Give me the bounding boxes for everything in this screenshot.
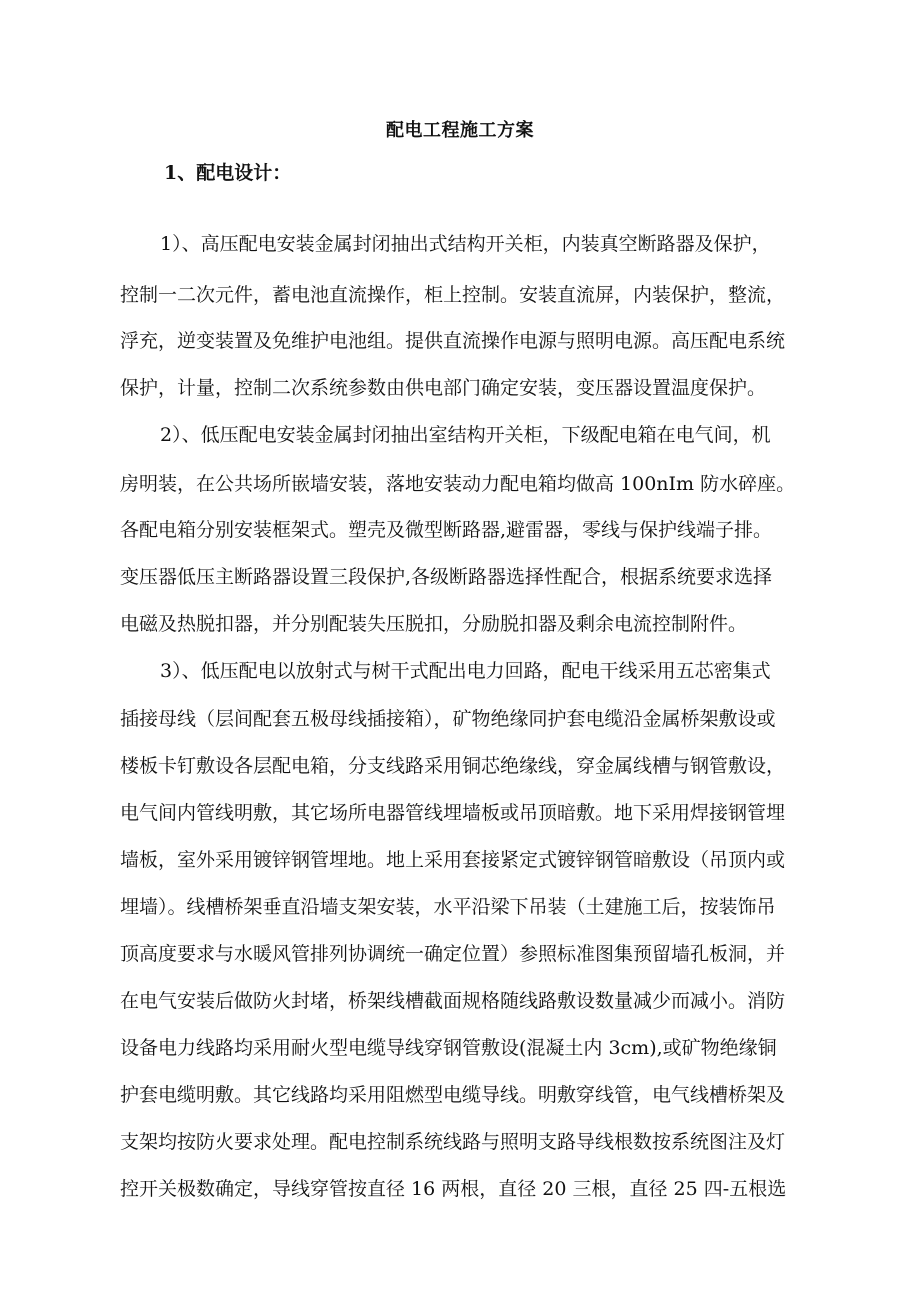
paragraph-line: 支架均按防火要求处理。配电控制系统线路与照明支路导线根数按系统图注及灯 [120,1131,786,1153]
paragraph-line: 1）、高压配电安装金属封闭抽出式结构开关柜，内装真空断路器及保护， [160,233,771,255]
paragraph-line: 房明装，在公共场所嵌墙安装，落地安装动力配电箱均做高 100nIm 防水碎座。 [120,473,796,495]
paragraph-line: 控制一二次元件，蓄电池直流操作，柜上控制。安装直流屏，内装保护，整流， [120,284,786,306]
document-title: 配电工程施工方案 [386,120,534,141]
paragraph-line: 电气间内管线明敷，其它场所电器管线埋墙板或吊顶暗敷。地下采用焊接钢管埋 [120,802,786,824]
paragraph-line: 各配电箱分别安装框架式。塑壳及微型断路器,避雷器，零线与保护线端子排。 [120,519,773,541]
paragraph-line: 电磁及热脱扣器，并分别配装失压脱扣，分励脱扣器及剩余电流控制附件。 [120,613,748,635]
paragraph-line: 插接母线（层间配套五极母线插接箱），矿物绝缘同护套电缆沿金属桥架敷设或 [120,708,776,730]
paragraph-line: 墙板，室外采用镀锌钢管埋地。地上采用套接紧定式镀锌钢管暗敷设（吊顶内或 [120,849,786,871]
paragraph-line: 变压器低压主断路器设置三段保护,各级断路器选择性配合，根据系统要求选择 [120,566,773,588]
section-heading: 1、配电设计： [164,162,292,184]
paragraph-line: 楼板卡钉敷设各层配电箱，分支线路采用铜芯绝缘线，穿金属线槽与钢管敷设， [120,755,786,777]
paragraph-line: 设备电力线路均采用耐火型电缆导线穿钢管敷设(混凝土内 3cm),或矿物绝缘铜 [120,1037,777,1059]
paragraph-line: 护套电缆明敷。其它线路均采用阻燃型电缆导线。明敷穿线管，电气线槽桥架及 [120,1084,786,1106]
paragraph-line: 3）、低压配电以放射式与树干式配出电力回路，配电干线采用五芯密集式 [160,660,771,682]
paragraph-line: 顶高度要求与水暖风管排列协调统一确定位置）参照标准图集预留墙孔板洞，并 [120,943,786,965]
paragraph-line: 埋墙）。线槽桥架垂直沿墙支架安装，水平沿梁下吊装（土建施工后，按装饰吊 [120,896,776,918]
paragraph-line: 控开关极数确定，导线穿管按直径 16 两根，直径 20 三根，直径 25 四-五根选 [120,1178,787,1200]
paragraph-line: 保护，计量，控制二次系统参数由供电部门确定安装，变压器设置温度保护。 [120,377,767,399]
paragraph-line: 浮充，逆变装置及免维护电池组。提供直流操作电源与照明电源。高压配电系统 [120,330,786,352]
paragraph-line: 2）、低压配电安装金属封闭抽出室结构开关柜，下级配电箱在电气间，机 [160,424,771,446]
paragraph-line: 在电气安装后做防火封堵，桥架线槽截面规格随线路敷设数量减少而减小。消防 [120,990,786,1012]
